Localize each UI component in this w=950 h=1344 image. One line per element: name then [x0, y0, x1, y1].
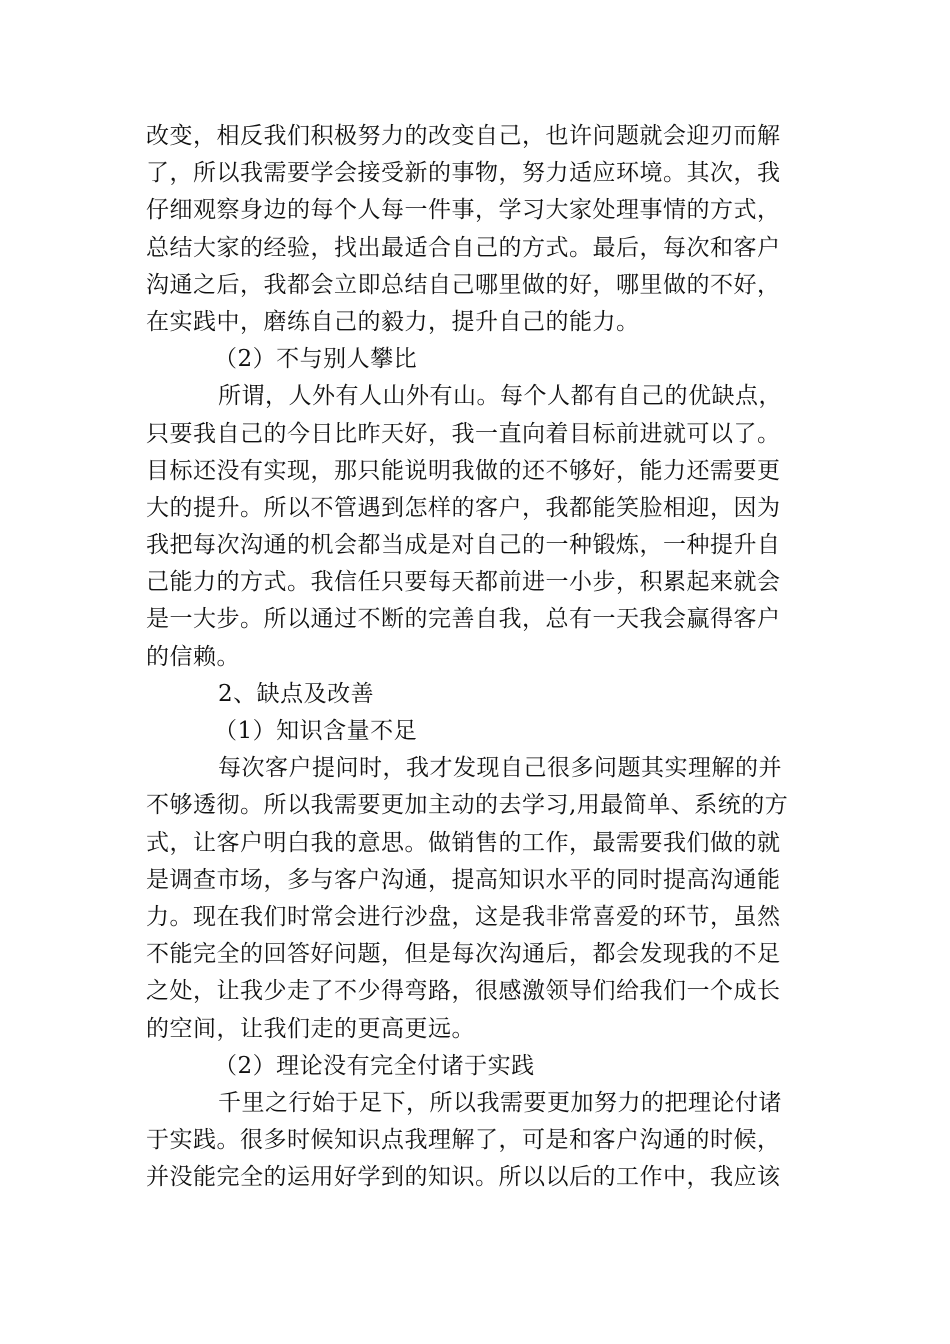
text-line: 每次客户提问时，我才发现自己很多问题其实理解的并: [218, 755, 782, 782]
text-line: 是调查市场，多与客户沟通，提高知识水平的同时提高沟通能: [146, 866, 781, 893]
text-line: 大的提升。所以不管遇到怎样的客户，我都能笑脸相迎，因为: [146, 494, 781, 521]
text-line: 不够透彻。所以我需要更加主动的去学习,用最简单、系统的方: [146, 792, 789, 819]
text-line: 在实践中，磨练自己的毅力，提升自己的能力。: [146, 308, 640, 335]
text-line: 所谓，人外有人山外有山。每个人都有自己的优缺点，: [218, 383, 782, 410]
text-line: 了，所以我需要学会接受新的事物，努力适应环境。其次，我: [146, 160, 781, 187]
text-line: 于实践。很多时候知识点我理解了，可是和客户沟通的时候，: [146, 1127, 781, 1154]
subheading-line: （2）理论没有完全付诸于实践: [214, 1052, 535, 1079]
text-line: 只要我自己的今日比昨天好，我一直向着目标前进就可以了。: [146, 420, 781, 447]
text-line: 仔细观察身边的每个人每一件事，学习大家处理事情的方式，: [146, 197, 781, 224]
text-line: 的空间，让我们走的更高更远。: [146, 1015, 475, 1042]
text-line: 沟通之后，我都会立即总结自己哪里做的好，哪里做的不好，: [146, 271, 781, 298]
text-line: 力。现在我们时常会进行沙盘，这是我非常喜爱的环节，虽然: [146, 903, 781, 930]
text-line: 是一大步。所以通过不断的完善自我，总有一天我会赢得客户: [146, 606, 781, 633]
text-line: 己能力的方式。我信任只要每天都前进一小步，积累起来就会: [146, 569, 781, 596]
text-line: 2、缺点及改善: [218, 680, 375, 707]
subheading-line: （1）知识含量不足: [214, 718, 418, 744]
text-line: 式，让客户明白我的意思。做销售的工作，最需要我们做的就: [146, 829, 781, 856]
document-body: [146, 118, 806, 1196]
text-line: 之处，让我少走了不少得弯路，很感激领导们给我们一个成长: [146, 978, 781, 1005]
subheading-line: （2）不与别人攀比: [214, 346, 418, 373]
text-line: 不能完全的回答好问题，但是每次沟通后，都会发现我的不足: [146, 941, 781, 968]
text-line: 改变，相反我们积极努力的改变自己，也许问题就会迎刃而解: [146, 123, 781, 149]
text-line: 目标还没有实现，那只能说明我做的还不够好，能力还需要更: [146, 457, 781, 484]
text-line: 总结大家的经验，找出最适合自己的方式。最后，每次和客户: [146, 234, 781, 261]
text-line: 的信赖。: [146, 643, 240, 670]
text-line: 并没能完全的运用好学到的知识。所以以后的工作中，我应该: [146, 1164, 781, 1191]
text-line: 我把每次沟通的机会都当成是对自己的一种锻炼，一种提升自: [146, 532, 781, 559]
text-line: 千里之行始于足下，所以我需要更加努力的把理论付诸: [218, 1089, 782, 1116]
